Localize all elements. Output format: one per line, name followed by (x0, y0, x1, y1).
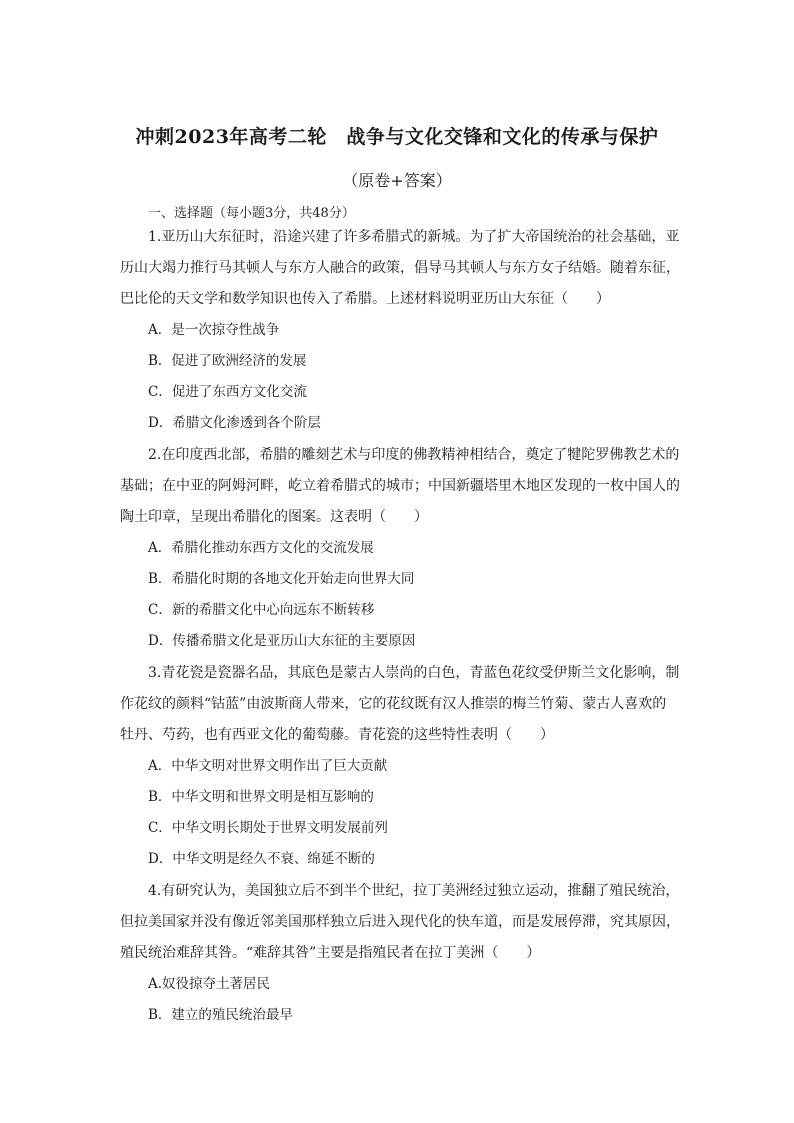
question-1-line-3: 巴比伦的天文学和数学知识也传入了希腊。上述材料说明亚历山大东征（ ） (120, 291, 610, 307)
question-1-line-1: 1.亚历山大东征时，沿途兴建了许多希腊式的新城。为了扩大帝国统治的社会基础，亚 (148, 229, 680, 245)
question-3-option-c: C．中华文明长期处于世界文明发展前列 (148, 820, 388, 836)
question-4-option-b: B．建立的殖民统治最早 (148, 1007, 293, 1023)
question-1-option-c: C．促进了东西方文化交流 (148, 384, 307, 400)
question-4-line-2: 但拉美国家并没有像近邻美国那样独立后进入现代化的快车道，而是发展停滞，究其原因， (120, 914, 680, 930)
document-title: 冲刺2023年高考二轮 战争与文化交锋和文化的传承与保护 (135, 126, 659, 148)
question-3-line-3: 牡丹、芍药，也有西亚文化的葡萄藤。青花瓷的这些特性表明（ ） (120, 727, 554, 743)
question-2-line-1: 2.在印度西北部，希腊的雕刻艺术与印度的佛教精神相结合，奠定了犍陀罗佛教艺术的 (148, 447, 680, 463)
document-subtitle: （原卷+答案） (342, 171, 452, 190)
question-1-option-a: A．是一次掠夺性战争 (148, 322, 280, 338)
question-3-option-a: A．中华文明对世界文明作出了巨大贡献 (148, 758, 388, 774)
question-1-option-b: B．促进了欧洲经济的发展 (148, 353, 307, 369)
question-1-option-d: D．希腊文化渗透到各个阶层 (148, 415, 321, 431)
question-2-line-3: 陶土印章，呈现出希腊化的图案。这表明（ ） (120, 509, 428, 525)
question-3-option-d: D．中华文明是经久不衰、绵延不断的 (148, 851, 375, 867)
question-4-line-1: 4.有研究认为，美国独立后不到半个世纪，拉丁美洲经过独立运动，推翻了殖民统治， (148, 883, 680, 899)
question-2-option-c: C．新的希腊文化中心向远东不断转移 (148, 602, 375, 618)
question-1-line-2: 历山大竭力推行马其顿人与东方人融合的政策，倡导马其顿人与东方女子结婚。随着东征， (120, 260, 680, 276)
question-2-option-d: D．传播希腊文化是亚历山大东征的主要原因 (148, 633, 416, 649)
question-3-line-1: 3.青花瓷是瓷器名品，其底色是蒙古人崇尚的白色，青蓝色花纹受伊斯兰文化影响，制 (148, 665, 680, 681)
section-heading: 一、选择题（每小题3分，共48分） (148, 206, 355, 221)
question-3-line-2: 作花纹的颜料“钴蓝”由波斯商人带来，它的花纹既有汉人推崇的梅兰竹菊、蒙古人喜欢的 (120, 696, 667, 712)
question-2-option-b: B．希腊化时期的各地文化开始走向世界大同 (148, 571, 415, 587)
question-2-option-a: A．希腊化推动东西方文化的交流发展 (148, 540, 374, 556)
question-2-line-2: 基础；在中亚的阿姆河畔，屹立着希腊式的城市；中国新疆塔里木地区发现的一枚中国人的 (120, 478, 680, 494)
question-4-line-3: 殖民统治难辞其咎。“难辞其咎”主要是指殖民者在拉丁美洲（ ） (120, 945, 541, 961)
question-4-option-a: A.奴役掠夺土著居民 (148, 976, 271, 992)
question-3-option-b: B．中华文明和世界文明是相互影响的 (148, 789, 374, 805)
